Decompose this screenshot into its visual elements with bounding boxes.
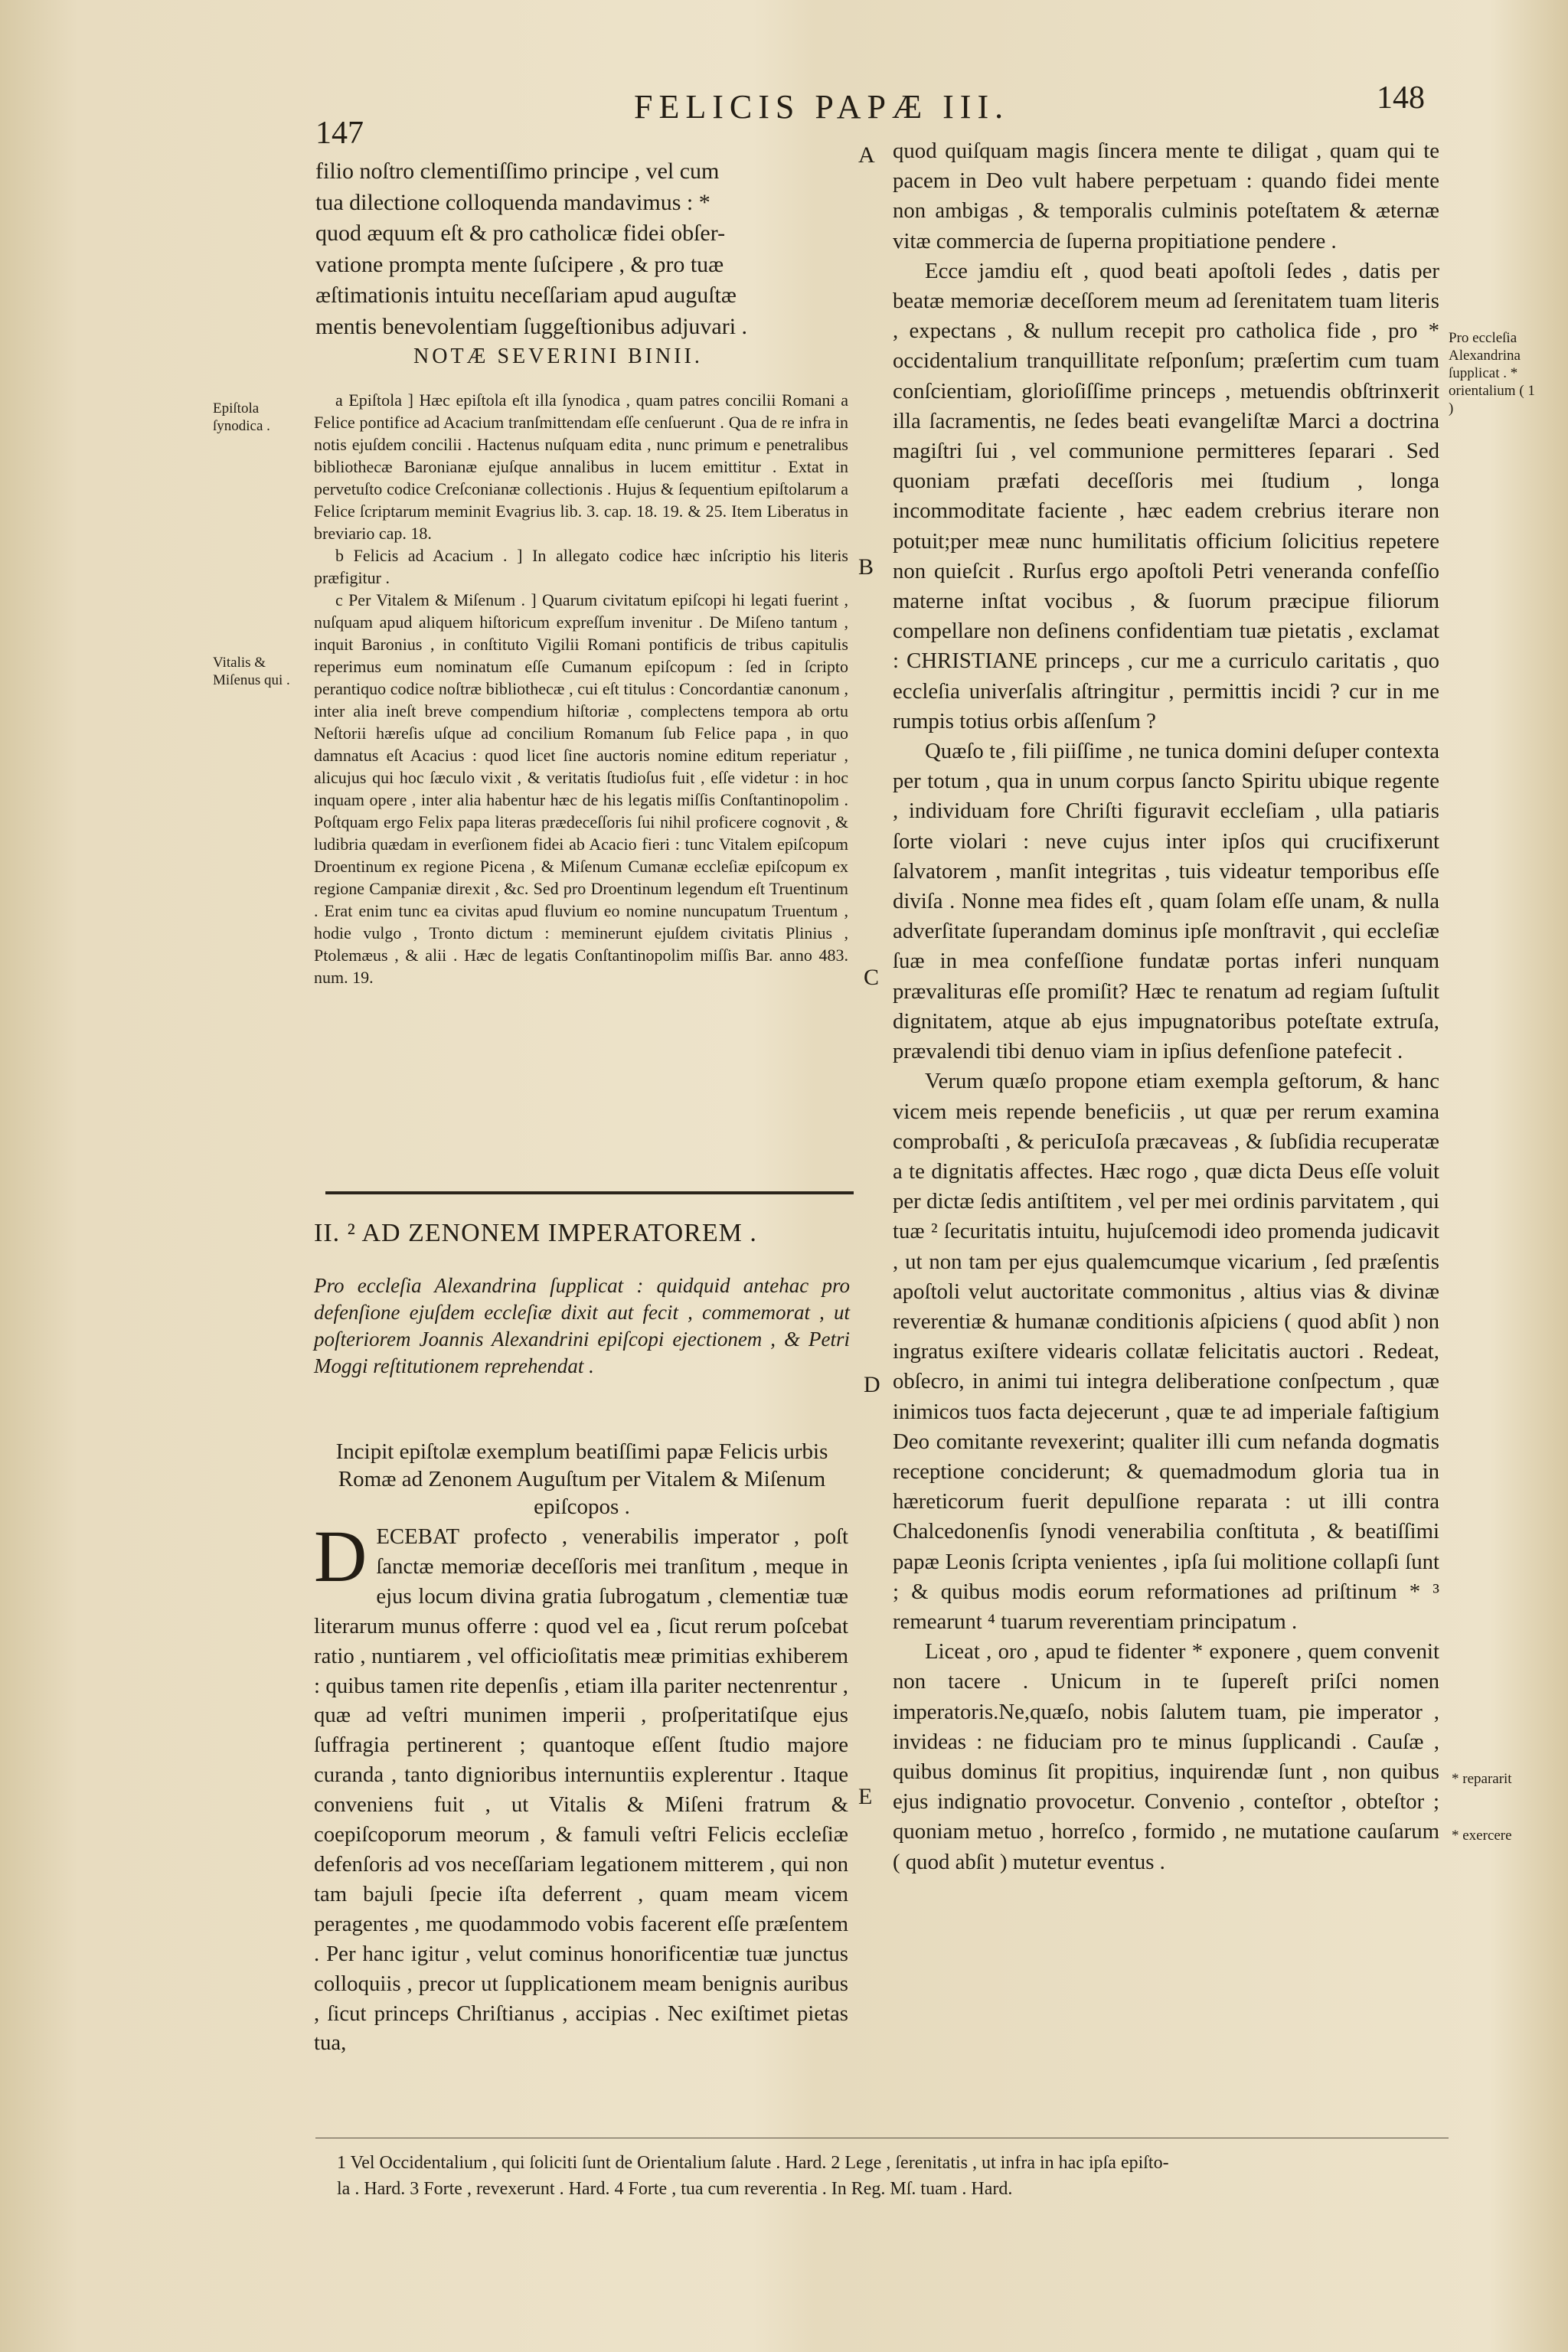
section-divider: [325, 1191, 854, 1194]
page-number-left: 147: [315, 116, 364, 151]
section-letter-b: B: [858, 554, 874, 580]
note-a: a Epiſtola ] Hæc epiſtola eſt illa ſynodica , quam patres concilii Romani a Felice pontifice ad Acacium tranſmittendam eſſe cenſuerunt . Qua de re infra in notis ejuſdem concilii . Hactenus nuſquam edita , nunc primum e penetralibus bibliothecæ Baronianæ ejuſque annalibus in lucem emittitur . Extat in pervetuſto codice Creſconianæ collectionis . Hujus & ſequentium epiſtolarum a Felice ſcriptarum meminit Evagrius lib. 3. cap. 18. 19. & 25. Item Liberatus in breviario cap. 18.: [314, 390, 848, 543]
left-line-2: tua dilectione colloquenda mandavimus : *: [315, 189, 710, 215]
section-letter-d: D: [864, 1372, 880, 1397]
left-line-6: mentis benevolentiam ſuggeſtionibus adjuvari .: [315, 313, 748, 339]
letter-summary: Pro eccleſia Alexandrina ſupplicat : quidquid antehac pro defenſione ejuſdem eccleſiæ dixit aut fecit , commemorat , ut poſteriorem Joannis Alexandrini epiſcopi ejectionem , & Petri Moggi reſtitutionem reprehendat .: [314, 1274, 850, 1377]
right-para-3: Quæſo te , fili piiſſime , ne tunica domini deſuper contexta per totum , qua in unum corpus ſancto Spiritu ubique regente , individuam fore Chriſti figuravit eccleſiam , ulla patiaris ſorte violari : neve cujus inter ipſos qui crucifixerunt ſalvatorem , manſit integritas , tuis videatur temporibus eſſe diviſa . Nonne mea fides eſt , quam ſolam eſſe unam, & nulla adverſitate ſuperandam dominus ipſe monſtravit , qui eccleſiæ ſuæ in mea confeſſione fundatæ portas inferi nunquam prævalituras eſſe promiſit? Hæc te renatum ad regiam ſuſtulit dignitatem, atque ab ejus impugnatoribus poteſtate extruſa, prævalendi tibi denuo viam in ipſius defenſione patefecit .: [893, 739, 1439, 1064]
letter-body-text: ECEBAT profecto , venerabilis imperator , poſt ſanctæ memoriæ deceſſoris mei tranſitum , meque in ejus locum divina gratia ſubrogatum , clementiæ tuæ literarum munus offerre : quod vel ea , ſicut rerum poſcebat ratio , nuntiarem , vel officioſitatis meæ primitias exhiberem : quibus tamen rite depenſis , etiam illa pariter nectenrentur , quæ ad veſtri munimen imperii , proſperitatiſque ejus ſuffragia pertinerent ; quantoque eſſent ſtudio majore curanda , tanto dignioribus internuntiis explerentur . Itaque conveniens fuit , ut Vitalis & Miſeni fratrum & coepiſcoporum meorum , & famuli veſtri Felicis eccleſiæ defenſoris ad vos neceſſariam legationem mitterem , qui non tam bajuli ſpecie iſta deferrent , quam meam vicem peragentes , me quodammodo vobis facerent eſſe præſentem . Per hanc igitur , velut cominus honorificentiæ tuæ junctus colloquiis , precor ut ſupplicationem meam benignis auribus , ſicut princeps Chriſtianus , accipias . Nec exiſtimet pietas tua,: [314, 1524, 848, 2056]
right-para-2: Ecce jamdiu eſt , quod beati apoſtoli ſedes , datis per beatæ memoriæ deceſſorem meum ad ſerenitatem tuam literis , expectans , & nullum recepit pro catholica fide , pro * occidentalium tranquillitate reſponſum; præſertim cum tuam conſcientiam, glorioſiſſime princeps , metuendis obſtrinxerit illa ſacramentis, ne ſedes beati evangeliſtæ Marci a doctrina magiſtri ſui , vel communione permitteres ſeparari . Sed quoniam præfati deceſſoris mei ſtudium , longa incommoditate faciente , hæc eadem crebrius iterare non potuit;per meæ nunc humilitatis officium ſolicitius repetere non quieſcit . Rurſus ergo apoſtoli Petri veneranda confeſſio materne inſtat vocibus , & ſuorum præcipue filiorum compellare non deſinens confidentiam tuæ pietatis , exclamat : CHRISTIANE princeps , cur me a curriculo caritatis , quo eccleſia univerſalis aſtringitur , permittis incidi ? cur in me rumpis totius orbis aſſenſum ?: [893, 258, 1439, 733]
notes-heading: NOTÆ SEVERINI BINII.: [413, 345, 703, 368]
left-margin-note-1: Epiſtola ſynodica .: [213, 400, 270, 434]
right-margin-note-3: * exercere: [1452, 1828, 1512, 1844]
right-margin-note-2: * repararit: [1452, 1771, 1512, 1787]
section-title: II. ² AD ZENONEM IMPERATOREM .: [314, 1219, 757, 1247]
section-letter-e: E: [858, 1784, 873, 1809]
drop-cap: D: [314, 1515, 368, 1597]
right-para-5: Liceat , oro , apud te fidenter * exponere , quem convenit non tacere . Unicum in te ſupereſt priſci nomen imperatoris.Ne,quæſo, nobis ſalutem tuam, pie imperator , invideas : ne fiduciam pro te minus ſupplicandi . Cauſæ , quibus dominus ſit propitius, inquirendæ ſunt , non quibus ejus indignatio provocetur. Convenio , conteſtor , obteſtor ; quoniam metuo , horreſco , formido , ne mutatione cauſarum ( quod abſit ) mutetur eventus .: [893, 1639, 1439, 1874]
notes-body: [314, 389, 848, 988]
right-margin-note-1: Pro eccleſia Alexandrina ſupplicat . * orientalium ( 1 ): [1449, 330, 1535, 416]
footnotes: [337, 2150, 1447, 2202]
section-letter-a: A: [858, 142, 875, 168]
incipit: Incipit epiſtolæ exemplum beatiſſimi papæ Felicis urbis Romæ ad Zenonem Auguſtum per Vitalem & Miſenum epiſcopos .: [335, 1439, 828, 1519]
left-line-5: æſtimationis intuitu neceſſariam apud auguſtæ: [315, 283, 737, 308]
left-line-1: filio noſtro clementiſſimo principe , vel cum: [315, 158, 720, 184]
right-column-text: [893, 136, 1439, 1877]
note-b: b Felicis ad Acacium . ] In allegato codice hæc inſcriptio his literis præfigitur .: [314, 546, 848, 587]
note-c: c Per Vitalem & Miſenum . ] Quarum civitatum epiſcopi hi legati fuerint , nuſquam apud aliquem hiſtoricum expreſſum invenitur . De Miſeno tantum , inquit Baronius , in conſtituto Vigilii Romani pontificis de tribus capitulis reperimus eum nominatum eſſe Cumanum epiſcopum : ſed in ſcripto perantiquo codice noſtræ bibliothecæ , cui eſt titulus : Concordantiæ canonum , inter alia ineſt breve compendium hiſtoriæ , complectens tempora ab ortu Neſtorii hæreſis uſque ad concilium Romanum ſub Felice papa , in quo damnatus eſt Acacius : quod licet ſine auctoris nomine editum reperiatur , alicujus qui hoc ſæculo vixit , & veritatis ſtudioſus fuit , eſſe videtur : in hoc inquam opere , inter alia habentur hæc de his legatis miſſis Conſtantinopolim . Poſtquam ergo Felix papa literas prædeceſſoris ſui nihil proficere cognovit , & ludibria quædam in everſionem fidei ab Acacio fieri : tunc Vitalem epiſcopum Droentinum ex regione Picena , & Miſenum Cumanæ eccleſiæ epiſcopum ex regione Campaniæ direxit , &c. Sed pro Droentinum legendum eſt Truentinum . Erat enim tunc ea civitas apud fluvium eo nomine nuncupatum Truentum , hodie vulgo , Tronto dictum : meminerunt ejuſdem civitatis Plinius , Ptolemæus , & alii . Hæc de legatis Conſtantinopolim miſſis Bar. anno 483. num. 19.: [314, 590, 848, 987]
left-opening-text: [315, 156, 848, 342]
footnote-line-2: la . Hard. 3 Forte , revexerunt . Hard. 4 Forte , tua cum reverentia . In Reg. Mſ. tuam . Hard.: [337, 2179, 1013, 2199]
right-para-1: quod quiſquam magis ſincera mente te diligat , quam qui te pacem in Deo vult habere perpetuam : quando fidei mente non ambigas , & temporalis culminis poteſtatem & æternæ vitæ commercia de ſuperna propitiatione pendere .: [893, 139, 1439, 253]
left-line-3: quod æquum eſt & pro catholicæ fidei obſer-: [315, 220, 726, 246]
letter-body-left: [314, 1515, 848, 2058]
left-line-4: vatione prompta mente ſuſcipere , & pro tuæ: [315, 251, 724, 277]
right-para-4: Verum quæſo propone etiam exempla geſtorum, & hanc vicem meis repende beneficiis , ut quæ per rerum examina comprobaſti , & pericuIoſa præcaveas , & ſubſidia recuperatæ a te dignitatis affectes. Hæc rogo , quæ dicta Deus eſſe voluit per dictæ ſedis antiſtitem , vel per mei ordinis parvitatem , qui tuæ ² ſecuritatis intuitu, hujuſcemodi ideo promenda judicavit , ut non tam per ejus qualemcumque vicarium , ſed præſentis apoſtoli velut auctoritate commonitus , altius vias & divinæ reverentiæ & humanæ conditionis aſpiciens ( quod abſit ) non ingratus exiſtere videaris collatæ felicitatis auctori . Redeat, obſecro, in animi tui integra deliberatione conſpectum , quæ inimicos tuos facta dejecerunt , quæ te ad imperiale faſtigium Deo comitante revexerint; qualiter illi cum nefanda dogmatis receptione conciderunt; & quemadmodum gloria tua in hæreticorum fuerit depulſione reparata : ut illi contra Chalcedonenſis ſynodi venerabilia conſtituta , & beatiſſimi papæ Leonis ſcripta venientes , ipſa ſui molitione collapſi ſunt ; & quibus modis eorum reformationes ad priſtinum * ³ remearunt ⁴ tuarum reverentiam principatum .: [893, 1069, 1439, 1634]
page-number-right: 148: [1377, 80, 1425, 116]
running-title: FELICIS PAPÆ III.: [634, 88, 1010, 126]
section-letter-c: C: [864, 965, 880, 990]
footnote-line-1: 1 Vel Occidentalium , qui ſoliciti ſunt de Orientalium ſalute . Hard. 2 Lege , ſerenitatis , ut infra in hac ipſa epiſto-: [337, 2153, 1169, 2173]
left-margin-note-2: Vitalis & Miſenus qui .: [213, 655, 290, 688]
